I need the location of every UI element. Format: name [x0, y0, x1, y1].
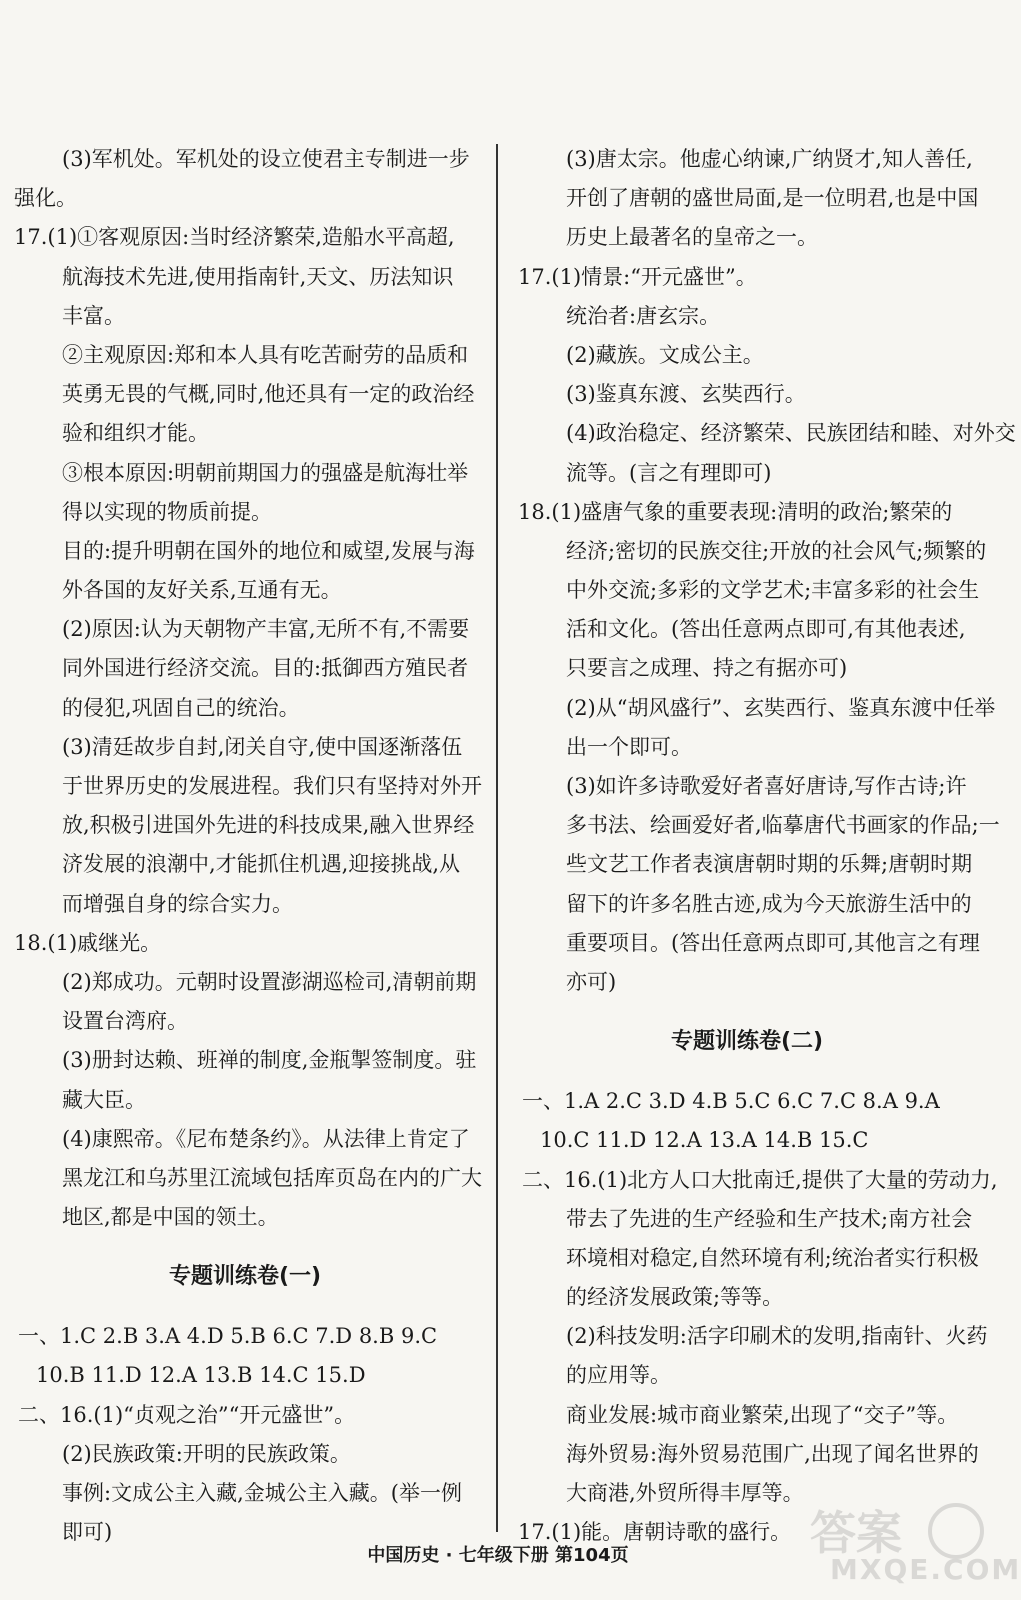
- watermark-text: 答案: [810, 1506, 902, 1560]
- answer-line: 10.C 11.D 12.A 13.A 14.B 15.C: [540, 1128, 869, 1153]
- text-line: 航海技术先进,使用指南针,天文、历法知识: [62, 264, 454, 289]
- text-line: (2)藏族。文成公主。: [566, 342, 764, 367]
- text-line: 地区,都是中国的领土。: [62, 1205, 279, 1230]
- text-line: 验和组织才能。: [62, 421, 209, 446]
- text-line: 开创了唐朝的盛世局面,是一位明君,也是中国: [566, 186, 979, 211]
- text-line: 得以实现的物质前提。: [62, 499, 272, 524]
- text-line: 而增强自身的综合实力。: [62, 891, 293, 916]
- text-line: 中外交流;多彩的文学艺术;丰富多彩的社会生: [566, 578, 980, 603]
- column-divider: [496, 144, 498, 1532]
- text-line: (2)民族政策:开明的民族政策。: [62, 1441, 351, 1466]
- text-line: (3)鉴真东渡、玄奘西行。: [566, 382, 806, 407]
- text-line: (4)政治稳定、经济繁荣、民族团结和睦、对外交: [566, 421, 1016, 446]
- text-line: (3)清廷故步自封,闭关自守,使中国逐渐落伍: [62, 734, 463, 759]
- text-line: 设置台湾府。: [62, 1009, 188, 1034]
- text-line: (4)康熙帝。《尼布楚条约》。从法律上肯定了: [62, 1126, 470, 1151]
- answer-line: 一、1.C 2.B 3.A 4.D 5.B 6.C 7.D 8.B 9.C: [18, 1324, 438, 1349]
- text-line: (2)从“胡风盛行”、玄奘西行、鉴真东渡中任举: [566, 695, 996, 720]
- text-line: (2)郑成功。元朝时设置澎湖巡检司,清朝前期: [62, 969, 477, 994]
- right-column: [518, 140, 1016, 1552]
- watermark-ring-icon: [928, 1503, 984, 1559]
- text-line: 济发展的浪潮中,才能抓住机遇,迎接挑战,从: [62, 852, 461, 877]
- text-line: (3)唐太宗。他虚心纳谏,广纳贤才,知人善任,: [566, 147, 973, 171]
- text-line: 即可): [62, 1520, 113, 1545]
- text-line: ②主观原因:郑和本人具有吃苦耐劳的品质和: [62, 342, 469, 367]
- left-column: [14, 140, 482, 1552]
- text-line: 海外贸易:海外贸易范围广,出现了闻名世界的: [566, 1441, 979, 1466]
- text-line: 丰富。: [62, 303, 125, 328]
- text-line: 流等。(言之有理即可): [566, 460, 772, 485]
- text-line: 商业发展:城市商业繁荣,出现了“交子”等。: [566, 1402, 959, 1427]
- text-line: 亦可): [566, 969, 617, 994]
- text-line: 多书法、绘画爱好者,临摹唐代书画家的作品;一: [566, 813, 1000, 838]
- text-line: 些文艺工作者表演唐朝时期的乐舞;唐朝时期: [566, 852, 973, 877]
- text-line: 放,积极引进国外先进的科技成果,融入世界经: [62, 813, 475, 838]
- page-footer: 中国历史 · 七年级下册 第104页: [367, 1545, 629, 1566]
- text-line: (3)如许多诗歌爱好者喜好唐诗,写作古诗;许: [566, 774, 967, 798]
- text-line: ③根本原因:明朝前期国力的强盛是航海壮举: [62, 460, 469, 485]
- text-line: 的应用等。: [566, 1363, 671, 1388]
- text-line: 重要项目。(答出任意两点即可,其他言之有理: [566, 930, 980, 955]
- text-line: 目的:提升明朝在国外的地位和威望,发展与海: [62, 538, 475, 563]
- text-line: 17.(1)情景:“开元盛世”。: [518, 264, 757, 289]
- watermark-logo: [800, 1497, 1021, 1597]
- text-line: 经济;密切的民族交往;开放的社会风气;频繁的: [566, 538, 987, 563]
- text-line: 出一个即可。: [566, 734, 692, 759]
- text-line: 活和文化。(答出任意两点即可,有其他表述,: [566, 617, 966, 642]
- section-heading: 专题训练卷(一): [168, 1264, 322, 1290]
- text-line: 强化。: [14, 186, 77, 211]
- text-line: 历史上最著名的皇帝之一。: [566, 225, 818, 250]
- text-line: 的经济发展政策;等等。: [566, 1285, 784, 1310]
- answer-line: 一、1.A 2.C 3.D 4.B 5.C 6.C 7.C 8.A 9.A: [522, 1089, 940, 1114]
- text-line: 只要言之成理、持之有据亦可): [566, 656, 848, 681]
- text-line: 18.(1)盛唐气象的重要表现:清明的政治;繁荣的: [518, 499, 953, 524]
- text-line: 环境相对稳定,自然环境有利;统治者实行积极: [566, 1245, 979, 1270]
- text-line: 17.(1)①客观原因:当时经济繁荣,造船水平高超,: [14, 225, 455, 250]
- watermark-url: MXQE.COM: [830, 1553, 1021, 1586]
- text-line: 同外国进行经济交流。目的:抵御西方殖民者: [62, 656, 469, 681]
- text-line: 的侵犯,巩固自己的统治。: [62, 695, 300, 720]
- text-line: (2)原因:认为天朝物产丰富,无所不有,不需要: [62, 617, 470, 642]
- text-line: 藏大臣。: [62, 1087, 146, 1112]
- section-heading: 专题训练卷(二): [670, 1029, 824, 1055]
- text-line: 英勇无畏的气概,同时,他还具有一定的政治经: [62, 382, 475, 407]
- text-line: 事例:文成公主入藏,金城公主入藏。(举一例: [62, 1481, 462, 1505]
- answer-line: 10.B 11.D 12.A 13.B 14.C 15.D: [36, 1363, 366, 1388]
- text-line: 于世界历史的发展进程。我们只有坚持对外开: [62, 774, 482, 798]
- text-line: 带去了先进的生产经验和生产技术;南方社会: [566, 1206, 973, 1231]
- text-line: (3)军机处。军机处的设立使君主专制进一步: [62, 147, 470, 171]
- text-line: 18.(1)戚继光。: [14, 930, 162, 955]
- text-line: 外各国的友好关系,互通有无。: [62, 578, 342, 603]
- text-line: 留下的许多名胜古迹,成为今天旅游生活中的: [566, 891, 972, 916]
- text-line: (3)册封达赖、班禅的制度,金瓶掣签制度。驻: [62, 1048, 477, 1073]
- text-line: (2)科技发明:活字印刷术的发明,指南针、火药: [566, 1324, 988, 1349]
- text-line: 17.(1)能。唐朝诗歌的盛行。: [518, 1520, 792, 1545]
- text-line: 大商港,外贸所得丰厚等。: [566, 1481, 804, 1505]
- text-line: 二、16.(1)“贞观之治”“开元盛世”。: [18, 1402, 356, 1427]
- text-line: 二、16.(1)北方人口大批南迁,提供了大量的劳动力,: [522, 1167, 998, 1192]
- text-line: 统治者:唐玄宗。: [566, 303, 721, 328]
- text-line: 黑龙江和乌苏里江流域包括库页岛在内的广大: [62, 1165, 482, 1190]
